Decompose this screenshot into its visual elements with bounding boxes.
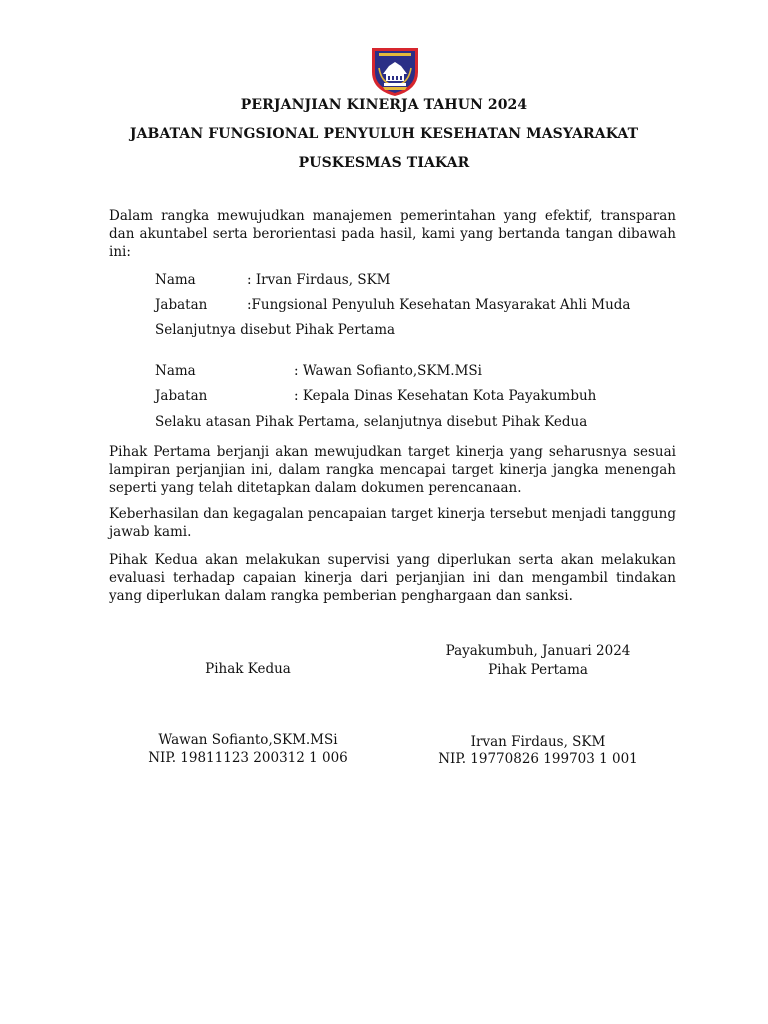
supervision-paragraph: Pihak Kedua akan melakukan supervisi yang diperlukan serta akan melakukan evaluasi terhadap capaian kinerja dari perjanjian ini dan mengambil tindakan yang diperlukan dalam rangka pemberian penghargaan dan sanksi. [109, 552, 676, 604]
document-subtitle-position: JABATAN FUNGSIONAL PENYULUH KESEHATAN MASYARAKAT [129, 126, 639, 142]
party1-jabatan-label: Jabatan [155, 297, 208, 313]
right-signatory-role: Pihak Pertama [488, 662, 588, 678]
party2-jabatan-label: Jabatan [155, 388, 208, 404]
left-signatory-role: Pihak Kedua [205, 661, 291, 677]
intro-paragraph: Dalam rangka mewujudkan manajemen pemerintahan yang efektif, transparan dan akuntabel serta berorientasi pada hasil, kami yang bertanda tangan dibawah ini: [109, 208, 676, 260]
party2-jabatan-value: : Kepala Dinas Kesehatan Kota Payakumbuh [294, 388, 597, 404]
right-signatory-name: Irvan Firdaus, SKM [470, 734, 606, 750]
commitment-paragraph: Pihak Pertama berjanji akan mewujudkan target kinerja yang seharusnya sesuai lampiran perjanjian ini, dalam rangka mencapai target kinerja jangka menengah seperti yang telah ditetapkan dalam dokumen perencanaan. [109, 444, 676, 496]
municipal-emblem-icon [369, 44, 421, 98]
party2-note: Selaku atasan Pihak Pertama, selanjutnya disebut Pihak Kedua [155, 414, 588, 430]
party1-nama-value: : Irvan Firdaus, SKM [247, 272, 391, 288]
place-date: Payakumbuh, Januari 2024 [445, 643, 631, 659]
document-title: PERJANJIAN KINERJA TAHUN 2024 [240, 97, 528, 113]
party2-nama-value: : Wawan Sofianto,SKM.MSi [294, 363, 482, 379]
party1-nama-label: Nama [155, 272, 196, 288]
party1-jabatan-value: :Fungsional Penyuluh Kesehatan Masyarakat Ahli Muda [247, 297, 631, 313]
right-signatory-nip: NIP. 19770826 199703 1 001 [438, 751, 638, 767]
left-signatory-nip: NIP. 19811123 200312 1 006 [148, 750, 348, 766]
responsibility-paragraph: Keberhasilan dan kegagalan pencapaian target kinerja tersebut menjadi tanggung jawab kami. [109, 506, 676, 540]
left-signatory-name: Wawan Sofianto,SKM.MSi [158, 732, 338, 748]
document-subtitle-institution: PUSKESMAS TIAKAR [298, 155, 470, 171]
party1-note: Selanjutnya disebut Pihak Pertama [155, 322, 396, 338]
party2-nama-label: Nama [155, 363, 196, 379]
